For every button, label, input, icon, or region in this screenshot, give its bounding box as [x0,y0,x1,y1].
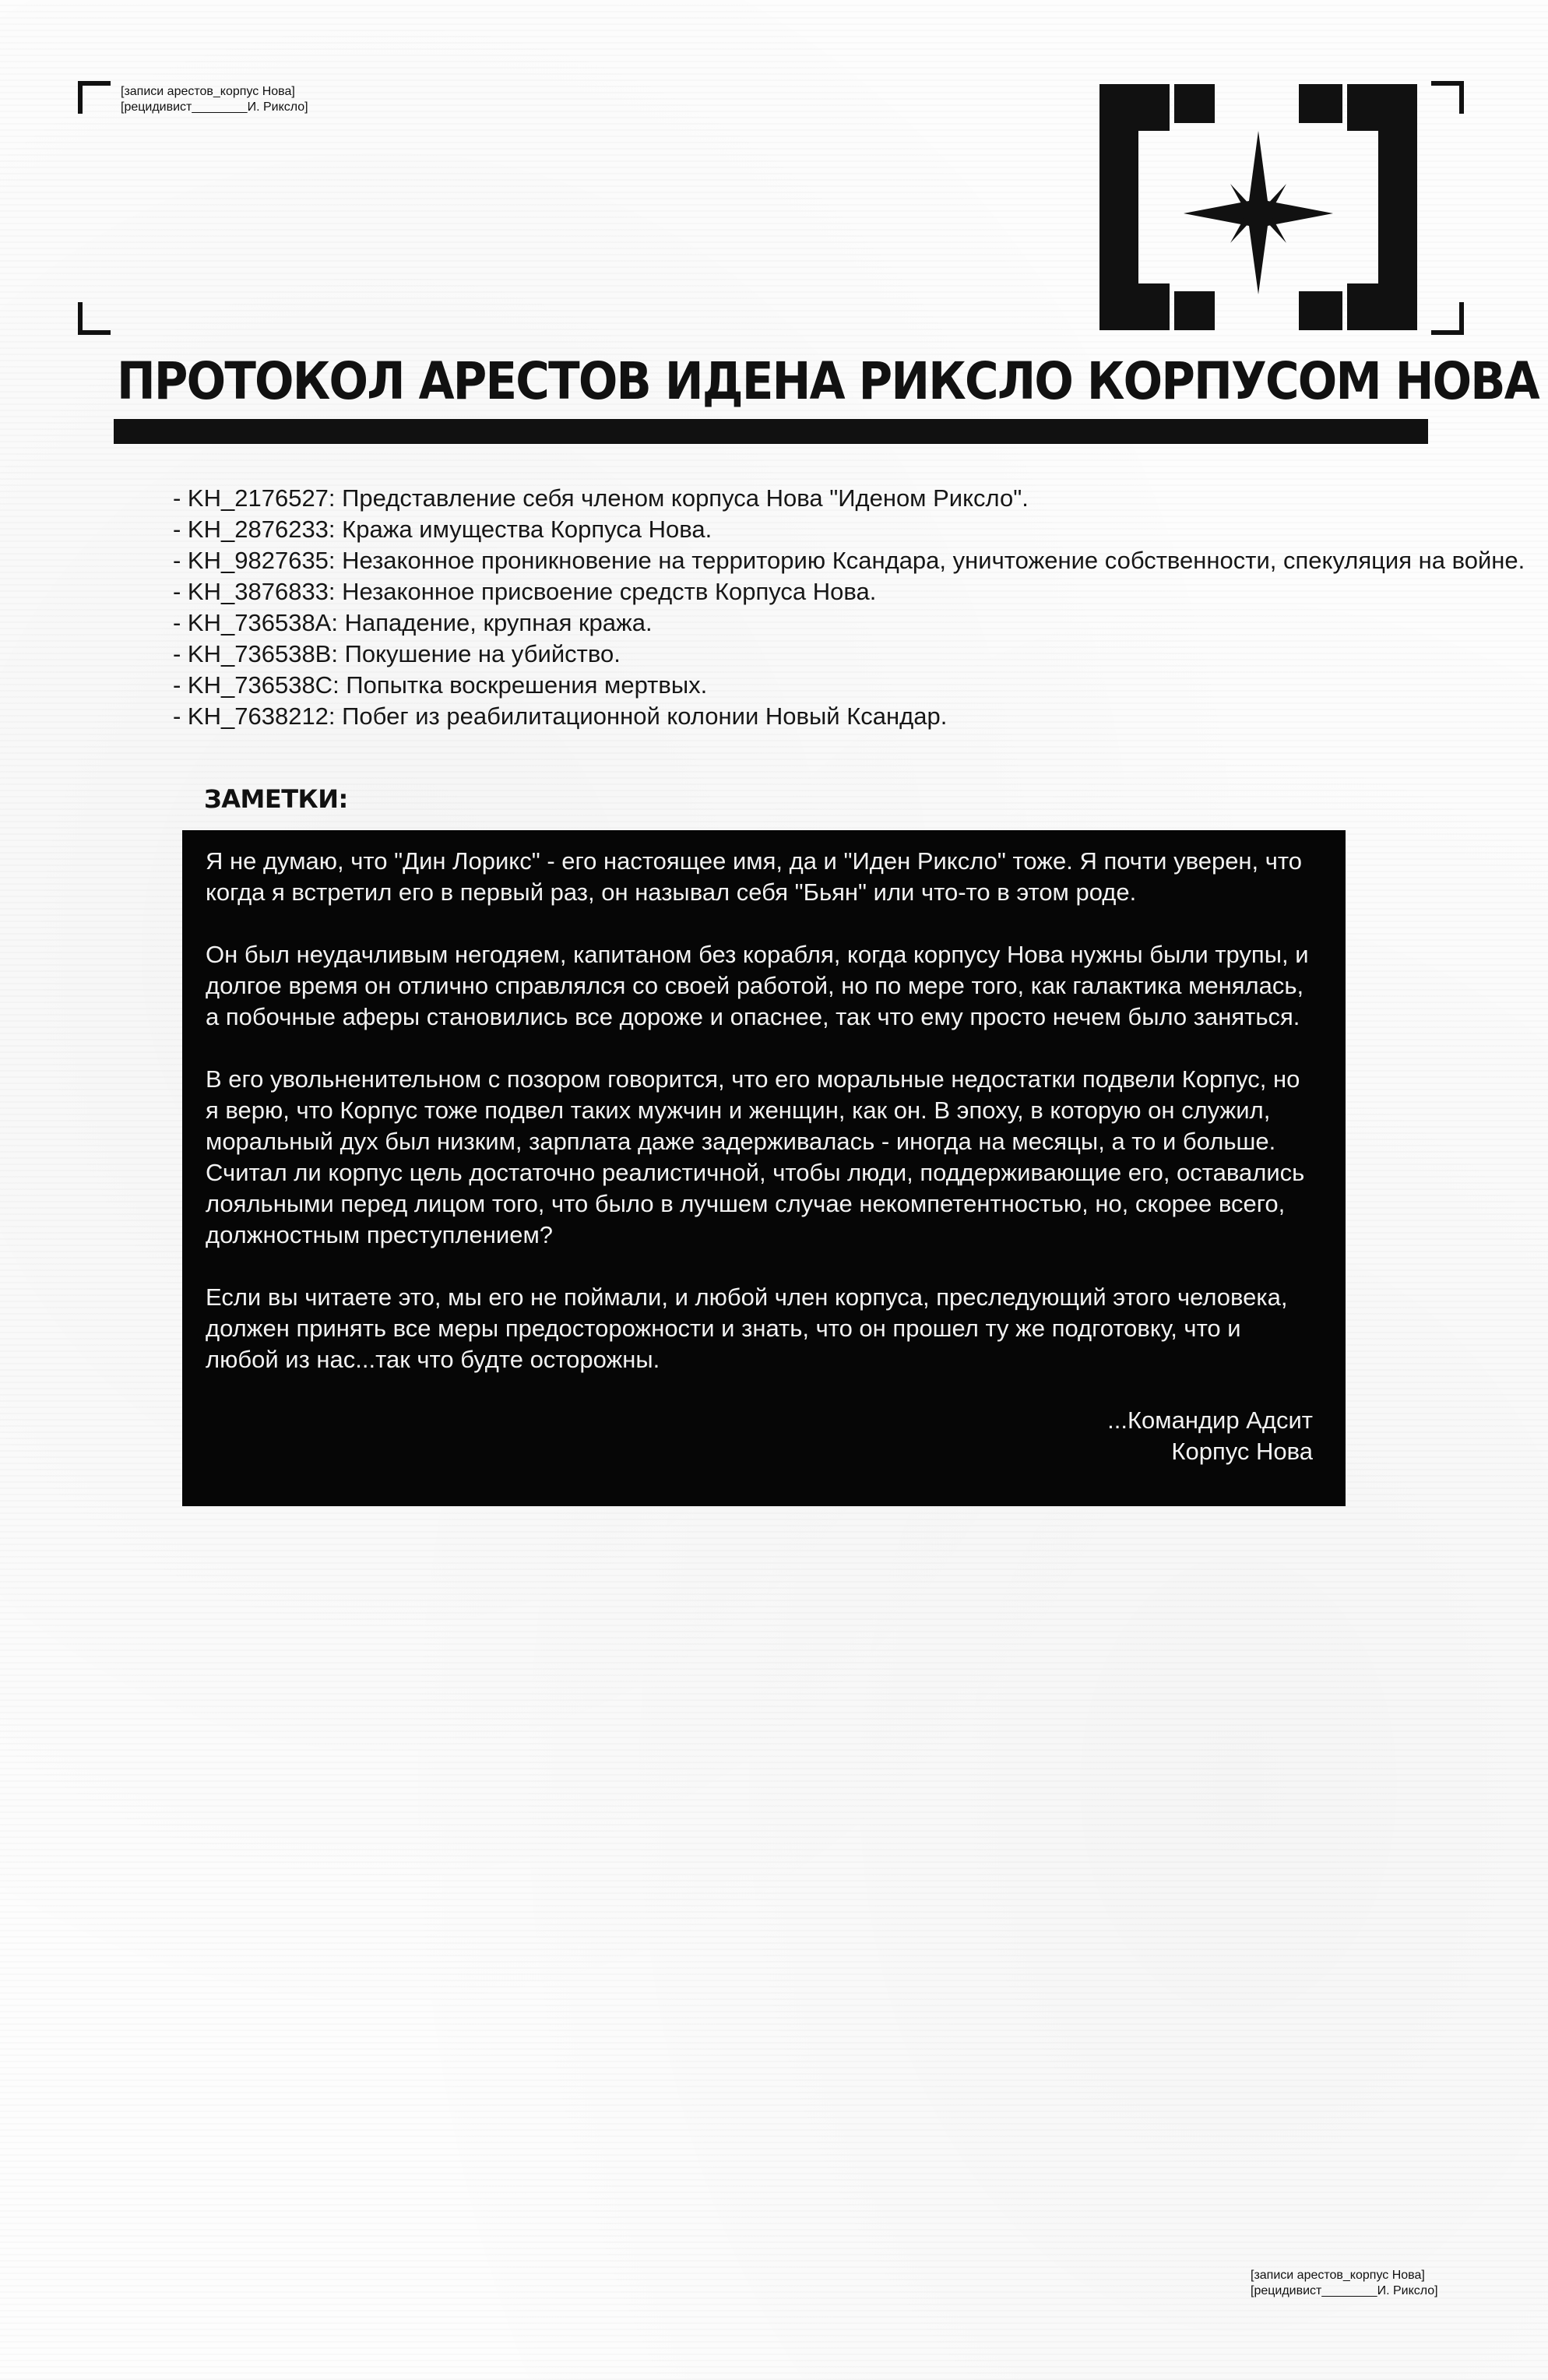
records-tag-bottom [1251,2268,1438,2299]
records-tag-line1: [записи арестов_корпус Нова] [121,85,295,98]
charge-item: - KH_2876233: Кража имущества Корпуса Нова. [173,516,712,543]
charge-item: - KH_9827635: Незаконное проникновение на территорию Ксандара, уничтожение собственности, спекуляция на войне. [173,547,1525,574]
records-tag-line2: [рецидивист________И. Риксло] [1251,2284,1438,2297]
note-paragraph: Он был неудачливым негодяем, капитаном без корабля, когда корпусу Нова нужны были трупы, и долгое время он отлично справлялся со своей работой, но по мере того, как галактика менялась, а побочные аферы становились все дороже и опаснее, так что ему просто нечем было заняться. [206,941,1309,1030]
signature-org: Корпус Нова [1171,1438,1313,1465]
note-paragraph: Если вы читаете это, мы его не поймали, и любой член корпуса, преследующий этого человека, должен принять все меры предосторожности и знать, что он прошел ту же подготовку, что и любой из нас...так что будте осторожны. [206,1283,1288,1373]
page-title: ПРОТОКОЛ АРЕСТОВ ИДЕНА РИКСЛО КОРПУСОМ НОВА [117,351,1539,411]
records-tag-line1: [записи арестов_корпус Нова] [1251,2269,1425,2282]
notes-heading: ЗАМЕТКИ: [204,784,348,814]
charges-list [173,483,1528,732]
frame-corner-top-right [1431,81,1464,114]
note-paragraph: Я не думаю, что "Дин Лорикс" - его настоящее имя, да и "Иден Риксло" тоже. Я почти уверен, что когда я встретил его в первый раз, он называл себя "Бьян" или что-то в этом роде. [206,847,1303,906]
signature-block [206,1405,1313,1467]
charge-item: - KH_736538A: Нападение, крупная кража. [173,609,653,636]
frame-corner-bottom-left [78,302,111,335]
frame-corner-top-left [78,81,111,114]
charge-item: - KH_736538C: Попытка воскрешения мертвых. [173,671,708,699]
charge-item: - KH_7638212: Побег из реабилитационной колонии Новый Ксандар. [173,702,948,730]
charge-item: - KH_2176527: Представление себя членом корпуса Нова "Иденом Риксло". [173,484,1029,512]
charge-item: - KH_736538B: Покушение на убийство. [173,640,621,667]
charge-item: - KH_3876833: Незаконное присвоение средств Корпуса Нова. [173,578,877,605]
notes-box [182,830,1346,1506]
title-underline-bar [114,419,1428,444]
signature-name: ...Командир Адсит [1107,1407,1313,1434]
nova-corps-logo-icon [1099,84,1417,330]
note-paragraph: В его увольненительном с позором говорится, что его моральные недостатки подвели Корпус, но я верю, что Корпус тоже подвел таких мужчин и женщин, как он. В эпоху, в которую он служил, моральный дух был низким, зарплата даже задерживалась - иногда на месяцы, а то и больше. Считал ли корпус цель достаточно реалистичной, чтобы люди, поддерживающие его, оставались лояльными перед лицом того, что было в лучшем случае некомпетентностью, но, скорее всего, должностным преступлением? [206,1065,1305,1248]
records-tag-line2: [рецидивист________И. Риксло] [121,100,308,114]
records-tag-top [121,84,308,115]
frame-corner-bottom-right [1431,302,1464,335]
